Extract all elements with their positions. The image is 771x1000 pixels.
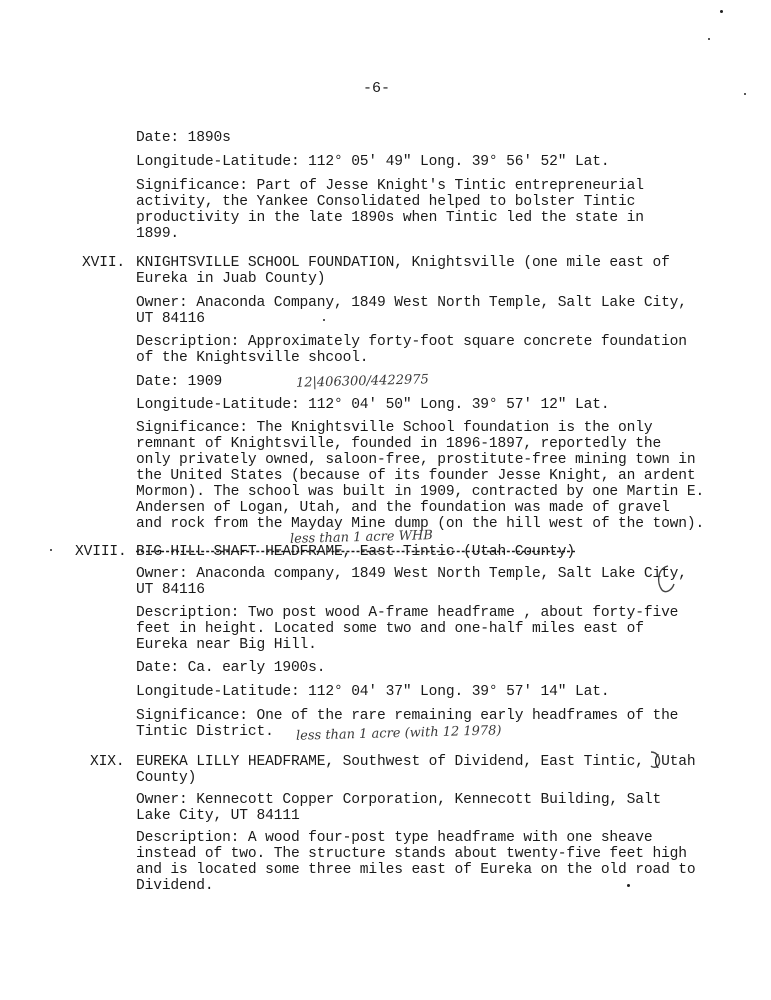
scan-speck: [720, 10, 723, 13]
punch-hole-mark: [650, 560, 680, 600]
lonlat-line: Longitude-Latitude: 112° 05' 49" Long. 39° 56' 52" Lat.: [136, 154, 610, 170]
description-line: Description: Two post wood A-frame headframe , about forty-five: [136, 605, 679, 621]
description-line: Description: Approximately forty-foot square concrete foundation: [136, 334, 687, 350]
scan-speck: [323, 319, 325, 321]
owner-line: UT 84116: [136, 582, 205, 598]
handwritten-utm-note: 12|406300/4422975: [295, 372, 430, 391]
description-line: Eureka near Big Hill.: [136, 637, 317, 653]
entry-title: KNIGHTSVILLE SCHOOL FOUNDATION, Knightsville (one mile east of: [136, 255, 670, 271]
entry-title: EUREKA LILLY HEADFRAME, Southwest of Dividend, East Tintic, (Utah: [136, 754, 696, 770]
significance-line: Tintic District.: [136, 724, 274, 740]
description-line: feet in height. Located some two and one-half miles east of: [136, 621, 644, 637]
entry-title: County): [136, 770, 197, 786]
entry-title: BIG HILL SHAFT HEADFRAME, East Tintic (Utah County): [136, 544, 575, 560]
entry-numeral: XIX.: [90, 754, 125, 770]
handwritten-acreage-note: less than 1 acre (with 12 1978): [295, 723, 502, 744]
significance-line: only privately owned, saloon-free, prostitute-free mining town in: [136, 452, 696, 468]
description-line: Description: A wood four-post type headframe with one sheave: [136, 830, 653, 846]
description-line: of the Knightsville shcool.: [136, 350, 369, 366]
significance-line: Significance: Part of Jesse Knight's Tintic entrepreneurial: [136, 178, 644, 194]
significance-line: and rock from the Mayday Mine dump (on the hill west of the town).: [136, 516, 705, 532]
owner-line: Owner: Kennecott Copper Corporation, Kennecott Building, Salt: [136, 792, 662, 808]
entry-numeral: XVIII.: [75, 544, 127, 560]
owner-line: UT 84116: [136, 311, 205, 327]
handwritten-acreage-note: less than 1 acre WHB: [289, 528, 434, 547]
date-line: Date: 1909: [136, 374, 223, 390]
description-line: Dividend.: [136, 878, 214, 894]
significance-line: productivity in the late 1890s when Tintic led the state in: [136, 210, 644, 226]
date-line: Date: Ca. early 1900s.: [136, 660, 326, 676]
significance-line: the United States (because of its founder Jesse Knight, an ardent: [136, 468, 696, 484]
scan-speck: [50, 549, 52, 551]
date-line: Date: 1890s: [136, 130, 231, 146]
entry-numeral: XVII.: [82, 255, 126, 271]
significance-line: 1899.: [136, 226, 180, 242]
entry-title: Eureka in Juab County): [136, 271, 326, 287]
significance-line: Andersen of Logan, Utah, and the foundation was made of gravel: [136, 500, 670, 516]
owner-line: Owner: Anaconda Company, 1849 West North Temple, Salt Lake City,: [136, 295, 687, 311]
lonlat-line: Longitude-Latitude: 112° 04' 37" Long. 39° 57' 14" Lat.: [136, 684, 610, 700]
scan-speck: [627, 884, 630, 887]
owner-line: Owner: Anaconda company, 1849 West North Temple, Salt Lake City,: [136, 566, 687, 582]
description-line: instead of two. The structure stands about twenty-five feet high: [136, 846, 687, 862]
punch-hole-mark: [643, 748, 667, 772]
significance-line: Mormon). The school was built in 1909, contracted by one Martin E.: [136, 484, 705, 500]
scan-speck: [744, 93, 746, 95]
significance-line: Significance: One of the rare remaining early headframes of the: [136, 708, 679, 724]
lonlat-line: Longitude-Latitude: 112° 04' 50" Long. 39° 57' 12" Lat.: [136, 397, 610, 413]
scan-speck: [708, 38, 710, 40]
significance-line: activity, the Yankee Consolidated helped to bolster Tintic: [136, 194, 636, 210]
owner-line: Lake City, UT 84111: [136, 808, 300, 824]
significance-line: remnant of Knightsville, founded in 1896-1897, reportedly the: [136, 436, 662, 452]
significance-line: Significance: The Knightsville School foundation is the only: [136, 420, 653, 436]
description-line: and is located some three miles east of Eureka on the old road to: [136, 862, 696, 878]
page-number: -6-: [363, 80, 391, 97]
